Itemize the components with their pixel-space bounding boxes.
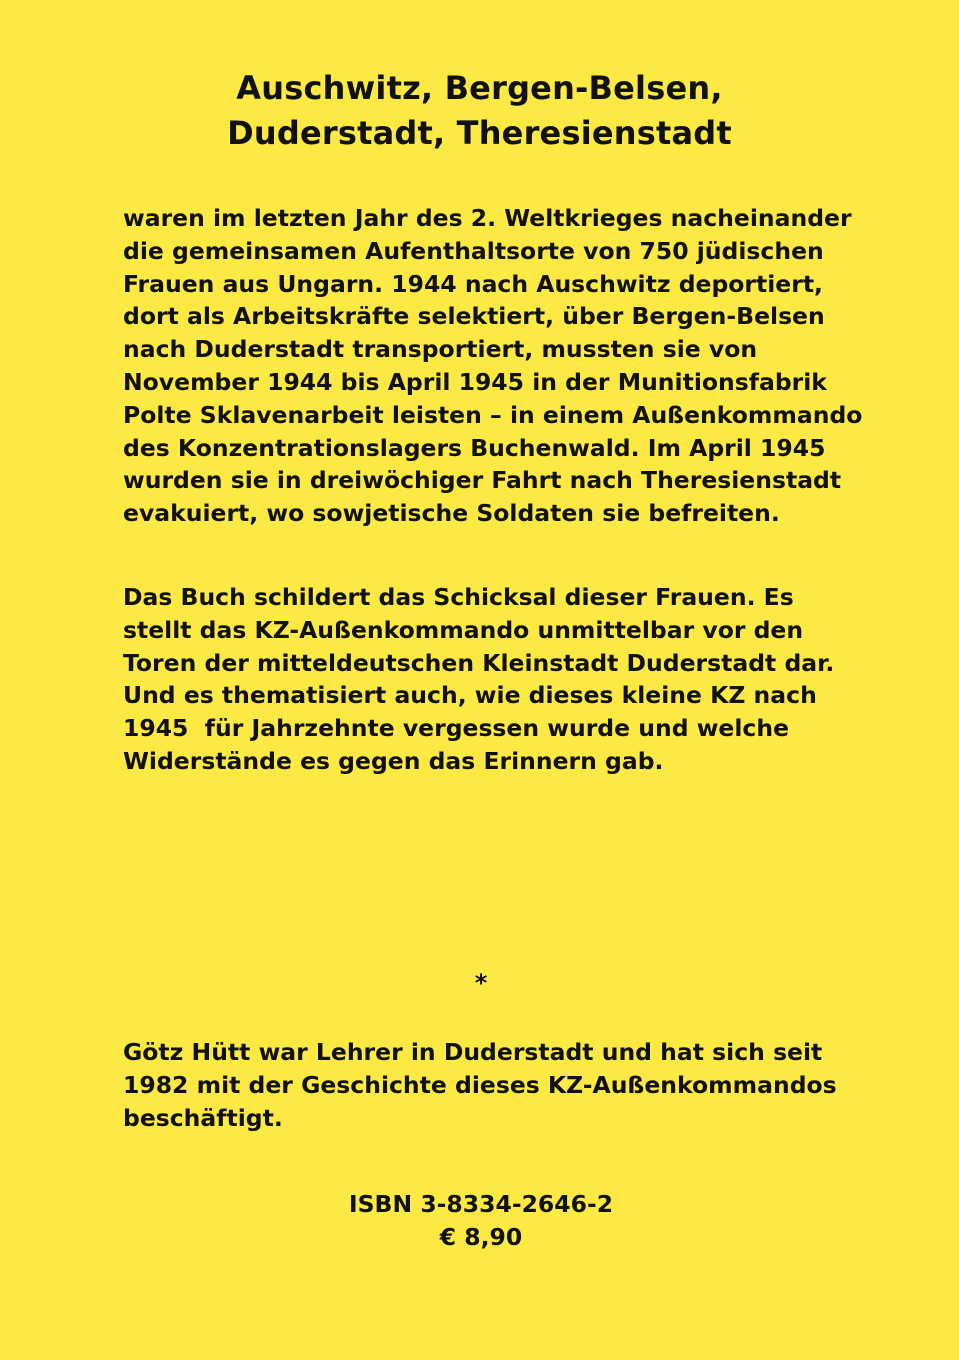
title-line-2: Duderstadt, Theresienstadt [227,114,732,152]
text-line: Widerstände es gegen das Erinnern gab. [123,746,664,775]
section-separator-asterisk: * [474,969,488,997]
text-line: Götz Hütt war Lehrer in Duderstadt und hat sich seit [123,1038,823,1066]
isbn-price-block [0,1188,959,1254]
text-line: beschäftigt. [123,1103,283,1132]
text-line: Frauen aus Ungarn. 1944 nach Auschwitz deportiert, [123,269,823,298]
text-line: Und es thematisiert auch, wie dieses kleine KZ nach [123,681,817,710]
text-line: des Konzentrationslagers Buchenwald. Im April 1945 [123,433,826,462]
text-line: waren im letzten Jahr des 2. Weltkrieges nacheinander [123,204,852,232]
cover-title [0,66,959,156]
text-line: Toren der mitteldeutschen Kleinstadt Duderstadt dar. [123,648,835,677]
author-bio [123,1036,843,1134]
text-line: 1945 für Jahrzehnte vergessen wurde und welche [123,714,790,743]
isbn-number: ISBN 3-8334-2646-2 [348,1190,614,1218]
text-line: wurden sie in dreiwöchiger Fahrt nach Theresienstadt [123,466,842,495]
blurb-paragraph-history [123,202,863,530]
text-line: November 1944 bis April 1945 in der Munitionsfabrik [123,367,827,396]
book-price: € 8,90 [439,1222,523,1251]
blurb-paragraph-book [123,581,843,778]
text-line: dort als Arbeitskräfte selektiert, über Bergen-Belsen [123,302,825,331]
text-line: 1982 mit der Geschichte dieses KZ-Außenkommandos [123,1070,837,1099]
text-line: Das Buch schildert das Schicksal dieser Frauen. Es [123,583,794,611]
text-line: nach Duderstadt transportiert, mussten sie von [123,335,758,364]
title-line-1: Auschwitz, Bergen-Belsen, [236,69,723,107]
text-line: evakuiert, wo sowjetische Soldaten sie befreiten. [123,499,780,528]
text-line: stellt das KZ-Außenkommando unmittelbar vor den [123,615,804,644]
text-line: Polte Sklavenarbeit leisten – in einem Außenkommando [123,400,863,429]
text-line: die gemeinsamen Aufenthaltsorte von 750 jüdischen [123,236,824,265]
